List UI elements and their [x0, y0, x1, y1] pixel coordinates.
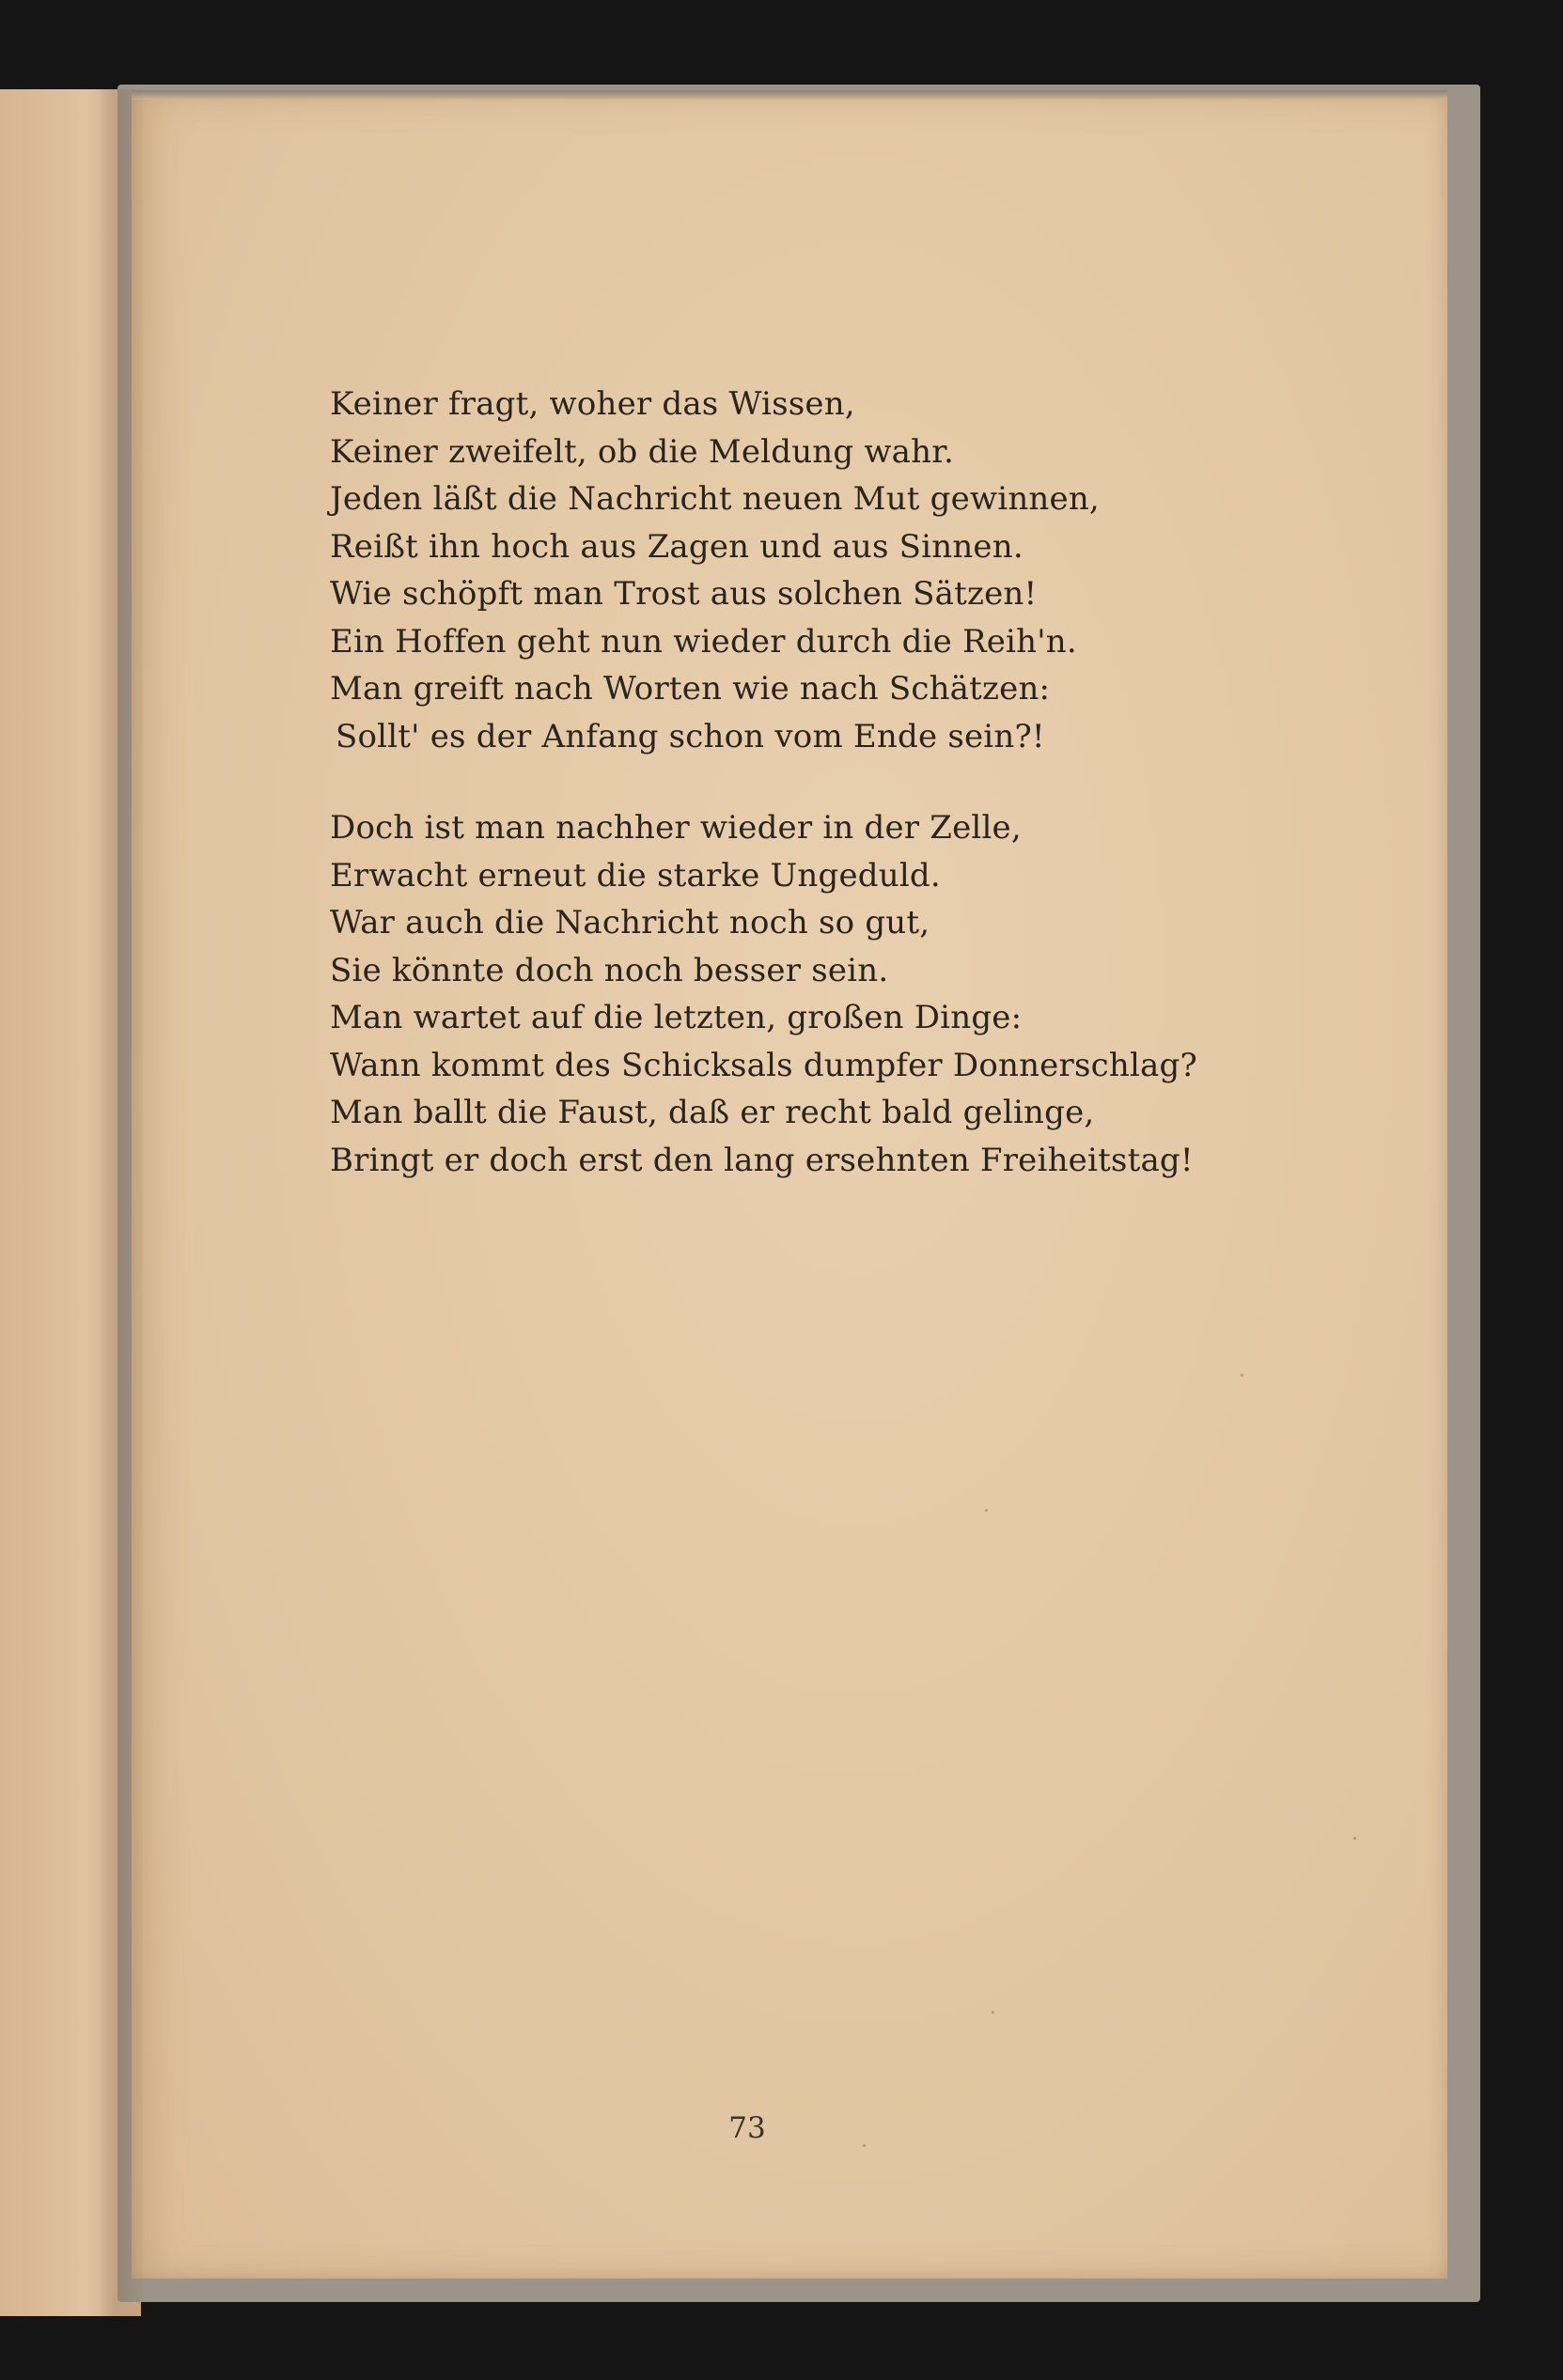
poem-text [330, 381, 1270, 1184]
poem-line: Man greift nach Worten wie nach Schätzen: [330, 670, 1051, 708]
poem-line: Ein Hoffen geht nun wieder durch die Reih'n. [330, 622, 1077, 661]
poem-line: War auch die Nachricht noch so gut, [330, 904, 930, 941]
paper-speck [1241, 1374, 1243, 1377]
poem-line: Man ballt die Faust, daß er recht bald gelinge, [330, 1094, 1095, 1131]
poem-line: Bringt er doch erst den lang ersehnten Freiheitstag! [330, 1141, 1194, 1179]
poem-line: Wann kommt des Schicksals dumpfer Donnerschlag? [330, 1046, 1197, 1084]
poem-line: Doch ist man nachher wieder in der Zelle, [330, 809, 1022, 847]
poem-line: Sie könnte doch noch besser sein. [330, 951, 889, 989]
poem-line: Keiner fragt, woher das Wissen, [330, 385, 855, 423]
page-top-edge [132, 90, 1447, 100]
poem-line: Man wartet auf die letzten, großen Dinge: [330, 999, 1023, 1036]
paper-speck [1353, 1837, 1356, 1840]
stanza-1 [330, 381, 1270, 760]
stanza-2 [330, 804, 1270, 1184]
paper-speck [992, 2011, 994, 2014]
poem-line: Sollt' es der Anfang schon vom Ende sein?! [336, 717, 1045, 755]
poem-line: Keiner zweifelt, ob die Meldung wahr. [330, 432, 954, 471]
paper-speck [985, 1509, 988, 1512]
spine-shadow [86, 89, 143, 2316]
page-number: 73 [728, 2111, 766, 2145]
poem-line: Reißt ihn hoch aus Zagen und aus Sinnen. [330, 527, 1024, 566]
poem-line: Jeden läßt die Nachricht neuen Mut gewinnen, [330, 480, 1100, 518]
poem-line: Wie schöpft man Trost aus solchen Sätzen! [330, 575, 1038, 613]
poem-line: Erwacht erneut die starke Ungeduld. [330, 856, 941, 894]
paper-speck [863, 2144, 866, 2147]
